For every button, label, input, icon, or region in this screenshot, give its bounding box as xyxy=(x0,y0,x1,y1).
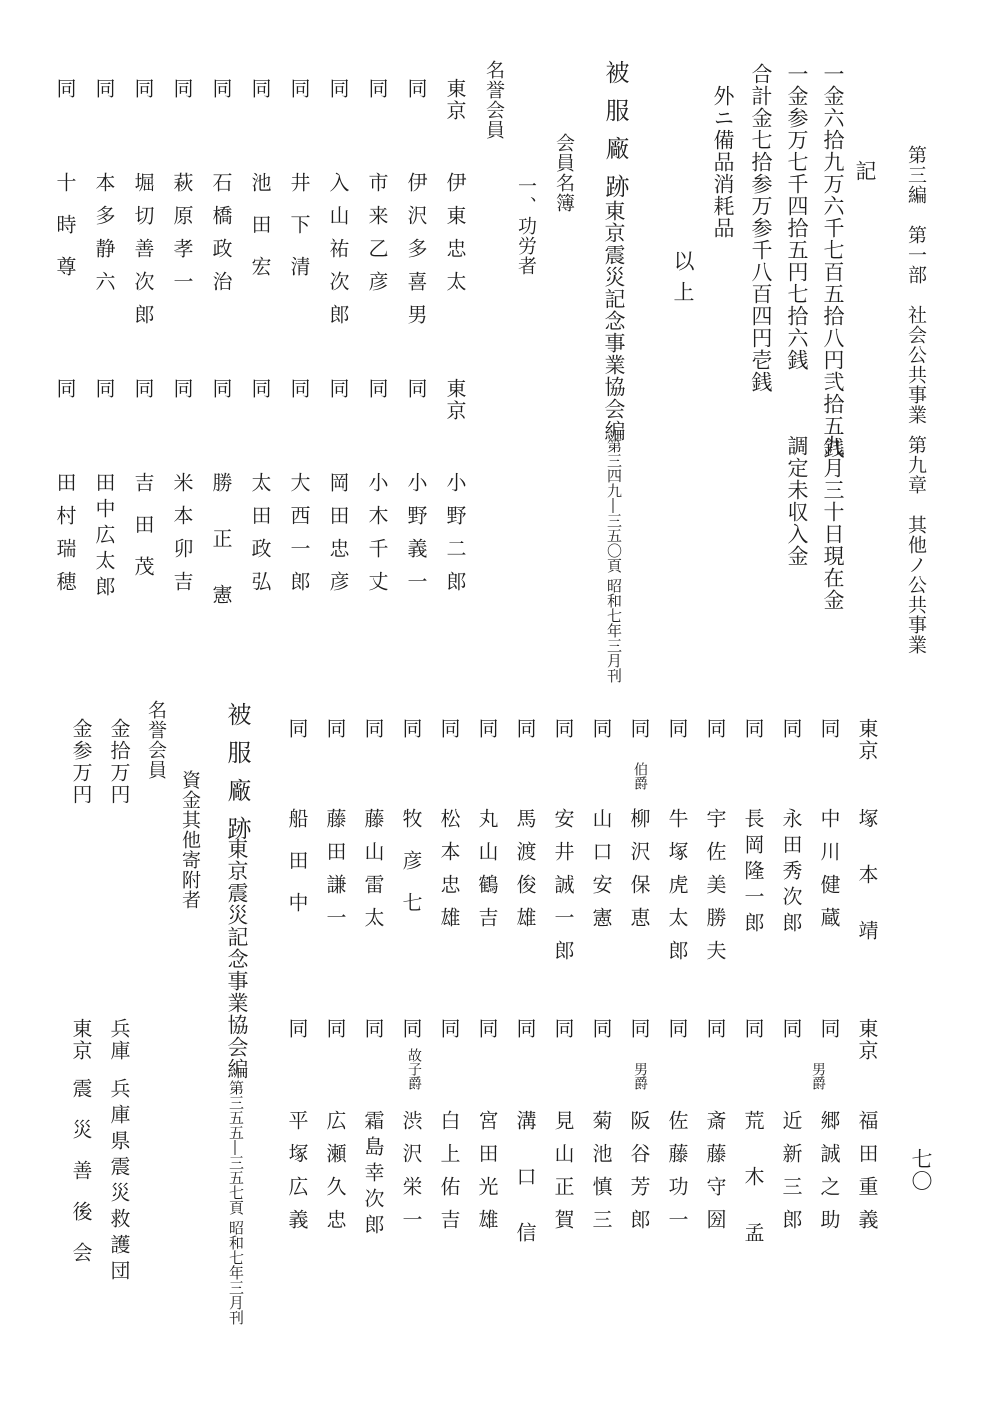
lower-prefecture-2: 同 xyxy=(779,1018,803,1040)
lower-prefecture-2: 東京 xyxy=(855,1018,879,1062)
member-list-title: 会員名簿 xyxy=(553,133,575,213)
donor-prefecture: 兵庫 xyxy=(107,1018,131,1062)
upper-prefecture-1: 同 xyxy=(92,78,116,100)
upper-member-name-2: 吉田茂 xyxy=(131,472,155,598)
donors-subtitle: 資金其他寄附者 xyxy=(179,770,201,910)
amount-extra: 外ニ備品消耗品 xyxy=(711,85,735,239)
upper-prefecture-1: 同 xyxy=(326,78,350,100)
lower-prefecture-2: 同 xyxy=(399,1018,423,1040)
lower-citation-pages: 第三五五―三五七頁 xyxy=(227,1080,245,1215)
lower-title-2: 男爵 xyxy=(632,1062,648,1090)
upper-citation-pages: 第三四九―三五〇頁 xyxy=(605,438,623,573)
amount-note-2: 調定未収入金 xyxy=(785,435,809,567)
merit-subtitle: 一、功労者 xyxy=(515,176,537,276)
lower-prefecture-1: 同 xyxy=(285,718,309,740)
upper-member-name-1: 伊東忠太 xyxy=(443,172,467,304)
upper-member-name-2: 岡田忠彦 xyxy=(326,472,350,604)
upper-prefecture-1: 同 xyxy=(170,78,194,100)
lower-prefecture-1: 同 xyxy=(779,718,803,740)
upper-member-name-2: 田村瑞穂 xyxy=(53,472,77,604)
upper-prefecture-1: 同 xyxy=(287,78,311,100)
lower-citation xyxy=(227,1080,243,1325)
upper-prefecture-1: 同 xyxy=(404,78,428,100)
upper-member-name-1: 池田宏 xyxy=(248,172,272,298)
upper-prefecture-1: 同 xyxy=(209,78,233,100)
lower-member-name-1: 藤田謙一 xyxy=(323,808,347,940)
lower-prefecture-2: 同 xyxy=(285,1018,309,1040)
lower-member-name-1: 丸山鶴吉 xyxy=(475,808,499,940)
upper-member-name-2: 勝正憲 xyxy=(209,472,233,640)
upper-prefecture-2: 同 xyxy=(248,378,272,400)
lower-member-name-2: 郷誠之助 xyxy=(817,1110,841,1242)
lower-member-name-2: 白上佑吉 xyxy=(437,1110,461,1242)
lower-member-name-1: 安井誠一郎 xyxy=(551,808,575,973)
amount-line-2: 一金参万七千四拾五円七拾六銭 xyxy=(785,63,809,371)
lower-prefecture-1: 同 xyxy=(361,718,385,740)
upper-book-title: 被服廠跡 xyxy=(601,60,629,212)
upper-prefecture-2: 同 xyxy=(170,378,194,400)
lower-prefecture-2: 同 xyxy=(551,1018,575,1040)
lower-member-name-2: 斎藤守圀 xyxy=(703,1110,727,1242)
ijo-end-mark: 以上 xyxy=(671,250,695,312)
upper-prefecture-1: 東京 xyxy=(443,78,467,122)
donor-amount: 金拾万円 xyxy=(107,718,131,806)
lower-prefecture-2: 同 xyxy=(665,1018,689,1040)
amount-total: 合計金七拾参万参千八百四円壱銭 xyxy=(749,63,773,393)
amount-line-1: 一金六拾九万六千七百五拾八円弐拾五銭 xyxy=(821,63,845,459)
lower-prefecture-2: 同 xyxy=(361,1018,385,1040)
lower-prefecture-1: 同 xyxy=(475,718,499,740)
lower-prefecture-2: 同 xyxy=(475,1018,499,1040)
upper-prefecture-2: 同 xyxy=(404,378,428,400)
lower-member-name-1: 牧彦七 xyxy=(399,808,423,934)
lower-member-name-1: 山口安憲 xyxy=(589,808,613,940)
upper-member-name-2: 田中広太郎 xyxy=(92,472,116,602)
amount-note-1: 九月三十日現在金 xyxy=(821,435,845,611)
upper-member-name-1: 本多静六 xyxy=(92,172,116,304)
page-number: 七〇 xyxy=(909,1148,933,1192)
lower-prefecture-1: 同 xyxy=(399,718,423,740)
lower-member-name-1: 塚本靖 xyxy=(855,808,879,976)
lower-member-name-1: 永田秀次郎 xyxy=(779,808,803,938)
upper-prefecture-2: 同 xyxy=(326,378,350,400)
upper-member-name-1: 入山祐次郎 xyxy=(326,172,350,337)
ki-heading: 記 xyxy=(853,160,877,182)
lower-prefecture-2: 同 xyxy=(627,1018,651,1040)
lower-member-name-2: 広瀬久忠 xyxy=(323,1110,347,1242)
lower-member-name-2: 宮田光雄 xyxy=(475,1110,499,1242)
running-header-chapter: 第九章 其他ノ公共事業 xyxy=(905,435,927,655)
lower-prefecture-2: 同 xyxy=(817,1018,841,1040)
lower-member-name-2: 霜島幸次郎 xyxy=(361,1110,385,1240)
lower-citation-date: 昭和七年三月刊 xyxy=(227,1219,245,1325)
upper-prefecture-1: 同 xyxy=(131,78,155,100)
lower-member-name-1: 松本忠雄 xyxy=(437,808,461,940)
lower-member-name-1: 馬渡俊雄 xyxy=(513,808,537,940)
upper-member-name-1: 伊沢多喜男 xyxy=(404,172,428,337)
upper-member-name-2: 大西一郎 xyxy=(287,472,311,604)
lower-prefecture-1: 同 xyxy=(323,718,347,740)
upper-prefecture-2: 同 xyxy=(209,378,233,400)
lower-member-name-1: 長岡隆一郎 xyxy=(741,808,765,938)
upper-member-name-1: 堀切善次郎 xyxy=(131,172,155,337)
lower-prefecture-1: 同 xyxy=(741,718,765,740)
upper-member-name-2: 太田政弘 xyxy=(248,472,272,604)
lower-editor: 東京震災記念事業協会編 xyxy=(225,838,249,1080)
lower-member-name-1: 柳沢保恵 xyxy=(627,808,651,940)
upper-member-name-1: 萩原孝一 xyxy=(170,172,194,304)
lower-member-name-1: 中川健蔵 xyxy=(817,808,841,940)
lower-member-name-2: 佐藤功一 xyxy=(665,1110,689,1242)
upper-member-name-2: 小野義一 xyxy=(404,472,428,604)
lower-prefecture-2: 同 xyxy=(437,1018,461,1040)
lower-member-name-2: 菊池慎三 xyxy=(589,1110,613,1242)
lower-prefecture-1: 東京 xyxy=(855,718,879,762)
lower-member-name-2: 平塚広義 xyxy=(285,1110,309,1242)
lower-member-name-2: 渋沢栄一 xyxy=(399,1110,423,1242)
lower-member-name-1: 藤山雷太 xyxy=(361,808,385,940)
upper-prefecture-1: 同 xyxy=(365,78,389,100)
upper-prefecture-2: 東京 xyxy=(443,378,467,422)
lower-member-name-2: 見山正賀 xyxy=(551,1110,575,1242)
lower-prefecture-1: 同 xyxy=(665,718,689,740)
upper-prefecture-1: 同 xyxy=(53,78,77,100)
lower-member-name-2: 溝口信 xyxy=(513,1110,537,1278)
lower-book-title: 被服廠跡 xyxy=(223,702,251,854)
upper-member-name-1: 市来乙彦 xyxy=(365,172,389,304)
upper-prefecture-1: 同 xyxy=(248,78,272,100)
honorary-members-label: 名誉会員 xyxy=(483,60,505,140)
lower-prefecture-2: 同 xyxy=(323,1018,347,1040)
upper-prefecture-2: 同 xyxy=(53,378,77,400)
lower-member-name-1: 牛塚虎太郎 xyxy=(665,808,689,973)
donor-prefecture: 東京 xyxy=(69,1018,93,1062)
lower-prefecture-1: 同 xyxy=(437,718,461,740)
lower-member-name-2: 近新三郎 xyxy=(779,1110,803,1242)
upper-prefecture-2: 同 xyxy=(365,378,389,400)
lower-prefecture-2: 同 xyxy=(703,1018,727,1040)
donors-category: 名誉会員 xyxy=(145,700,167,780)
running-header-volume: 第三編 第一部 社会公共事業 xyxy=(905,145,927,425)
lower-member-name-2: 阪谷芳郎 xyxy=(627,1110,651,1242)
lower-prefecture-1: 同 xyxy=(817,718,841,740)
donor-amount: 金参万円 xyxy=(69,718,93,806)
upper-member-name-1: 石橋政治 xyxy=(209,172,233,304)
lower-prefecture-1: 同 xyxy=(627,718,651,740)
donor-name: 兵庫県震災救護団 xyxy=(107,1078,131,1286)
upper-member-name-1: 十時尊 xyxy=(53,172,77,298)
upper-member-name-1: 井下清 xyxy=(287,172,311,298)
lower-prefecture-1: 同 xyxy=(551,718,575,740)
lower-member-name-1: 宇佐美勝夫 xyxy=(703,808,727,973)
donor-name: 震災善後会 xyxy=(69,1078,93,1283)
upper-editor: 東京震災記念事業協会編 xyxy=(602,200,626,442)
lower-member-name-1: 船田中 xyxy=(285,808,309,934)
lower-title-2: 男爵 xyxy=(810,1062,826,1090)
lower-prefecture-1: 同 xyxy=(703,718,727,740)
lower-prefecture-2: 同 xyxy=(513,1018,537,1040)
upper-member-name-2: 小野二郎 xyxy=(443,472,467,604)
lower-title-1: 伯爵 xyxy=(632,762,648,790)
lower-title-2: 故子爵 xyxy=(406,1048,422,1090)
lower-prefecture-1: 同 xyxy=(589,718,613,740)
upper-prefecture-2: 同 xyxy=(131,378,155,400)
upper-member-name-2: 小木千丈 xyxy=(365,472,389,604)
upper-prefecture-2: 同 xyxy=(287,378,311,400)
lower-prefecture-2: 同 xyxy=(741,1018,765,1040)
upper-citation-date: 昭和七年三月刊 xyxy=(605,577,623,683)
lower-member-name-2: 福田重義 xyxy=(855,1110,879,1242)
upper-member-name-2: 米本卯吉 xyxy=(170,472,194,604)
lower-prefecture-2: 同 xyxy=(589,1018,613,1040)
lower-prefecture-1: 同 xyxy=(513,718,537,740)
upper-prefecture-2: 同 xyxy=(92,378,116,400)
lower-member-name-2: 荒木孟 xyxy=(741,1110,765,1278)
upper-citation xyxy=(605,438,621,683)
